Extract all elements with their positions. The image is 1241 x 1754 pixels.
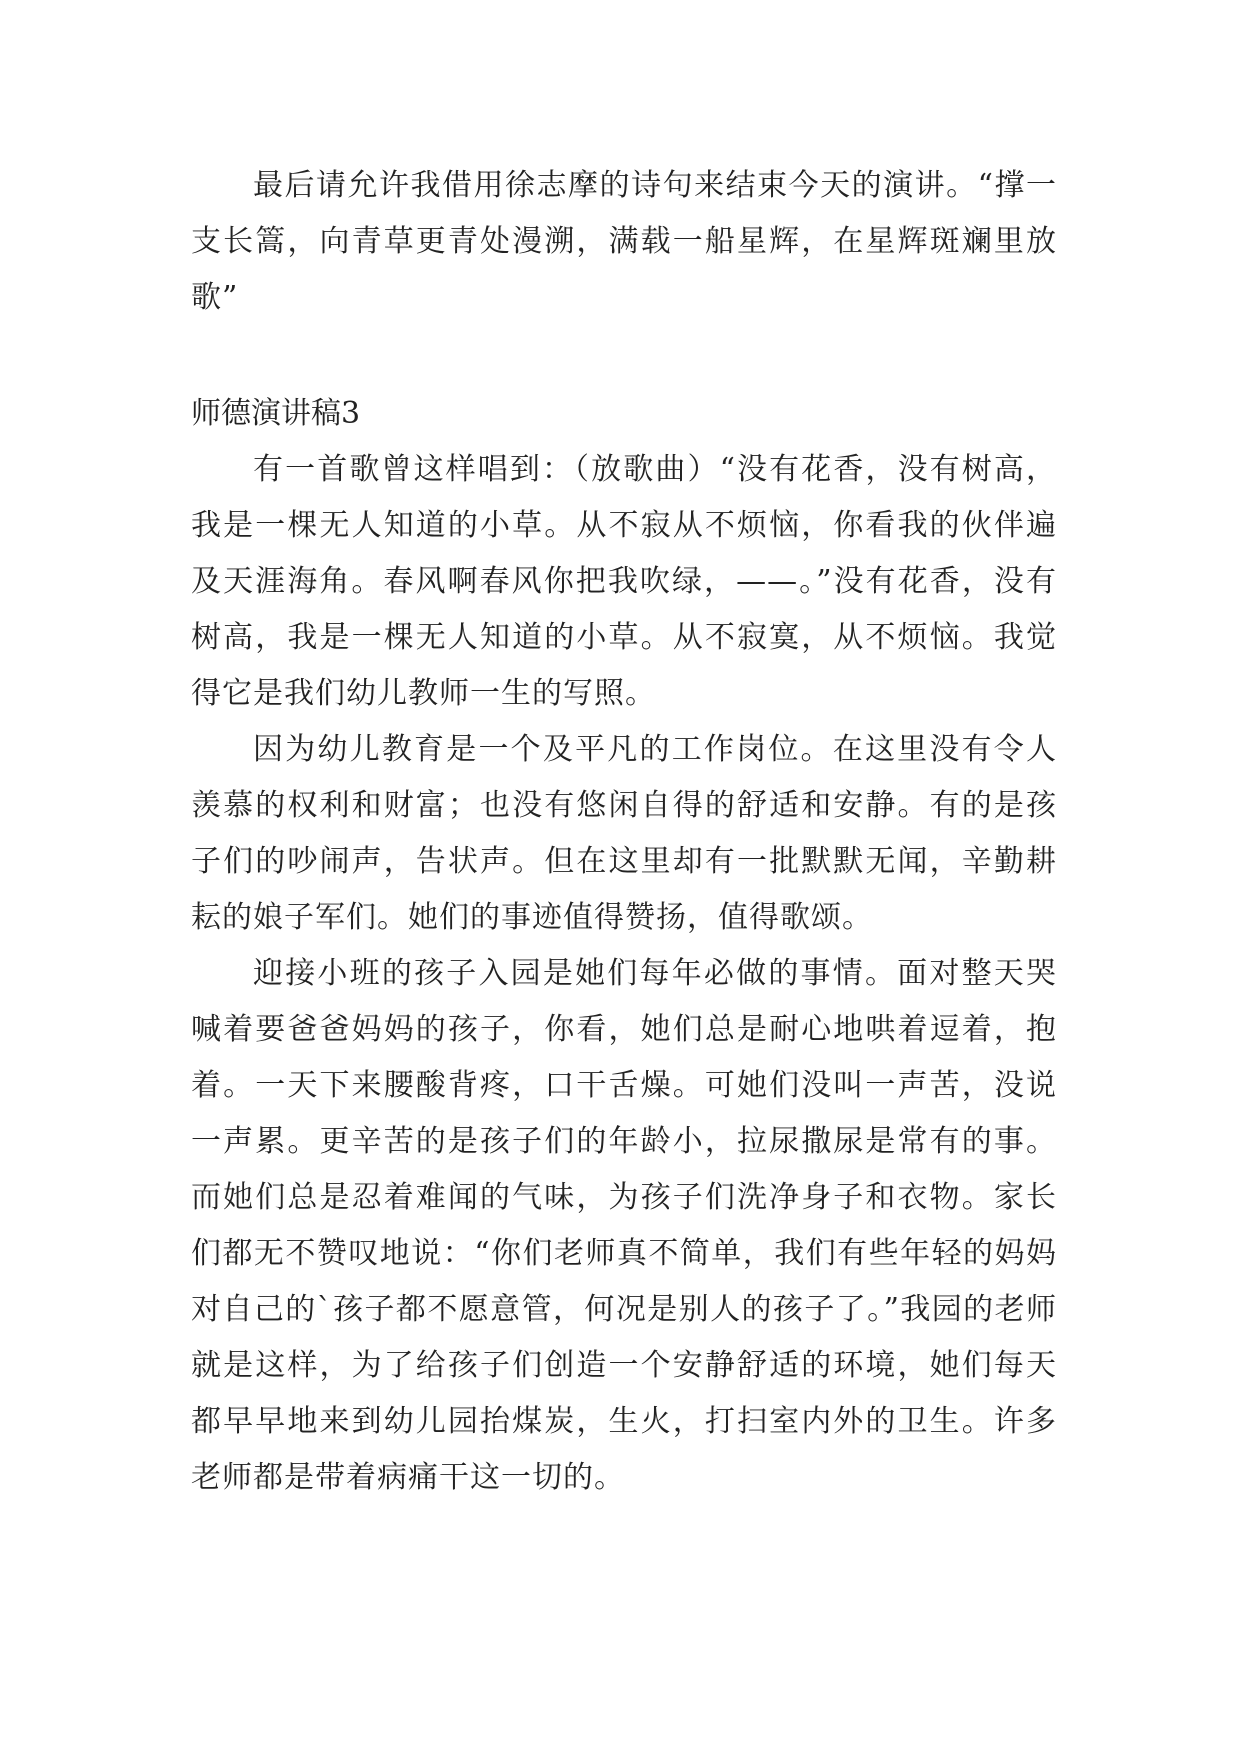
body-paragraph-3: 迎接小班的孩子入园是她们每年必做的事情。面对整天哭喊着要爸爸妈妈的孩子，你看，她们总是耐心地哄着逗着，抱着。一天下来腰酸背疼，口干舌燥。可她们没叫一声苦，没说一声累。更辛苦的是孩子们的年龄小，拉尿撒尿是常有的事。而她们总是忍着难闻的气味，为孩子们洗净身子和衣物。家长们都无不赞叹地说：“你们老师真不简单，我们有些年轻的妈妈对自己的`孩子都不愿意管，何况是别人的孩子了。”我园的老师就是这样，为了给孩子们创造一个安静舒适的环境，她们每天都早早地来到幼儿园抬煤炭，生火，打扫室内外的卫生。许多老师都是带着病痛干这一切的。 <box>191 956 1057 1495</box>
document-body <box>191 158 1057 1506</box>
body-paragraph-1: 有一首歌曾这样唱到：（放歌曲）“没有花香，没有树高，我是一棵无人知道的小草。从不寂从不烦恼，你看我的伙伴遍及天涯海角。春风啊春风你把我吹绿，——。”没有花香，没有树高，我是一棵无人知道的小草。从不寂寞，从不烦恼。我觉得它是我们幼儿教师一生的写照。 <box>191 452 1057 711</box>
section-title: 师德演讲稿3 <box>191 396 361 431</box>
body-paragraph-2: 因为幼儿教育是一个及平凡的工作岗位。在这里没有令人羡慕的权利和财富；也没有悠闲自得的舒适和安静。有的是孩子们的吵闹声，告状声。但在这里却有一批默默无闻，辛勤耕耘的娘子军们。她们的事迹值得赞扬，值得歌颂。 <box>191 732 1057 935</box>
closing-paragraph: 最后请允许我借用徐志摩的诗句来结束今天的演讲。“撑一支长篙，向青草更青处漫溯，满载一船星辉，在星辉斑斓里放歌” <box>191 168 1057 315</box>
